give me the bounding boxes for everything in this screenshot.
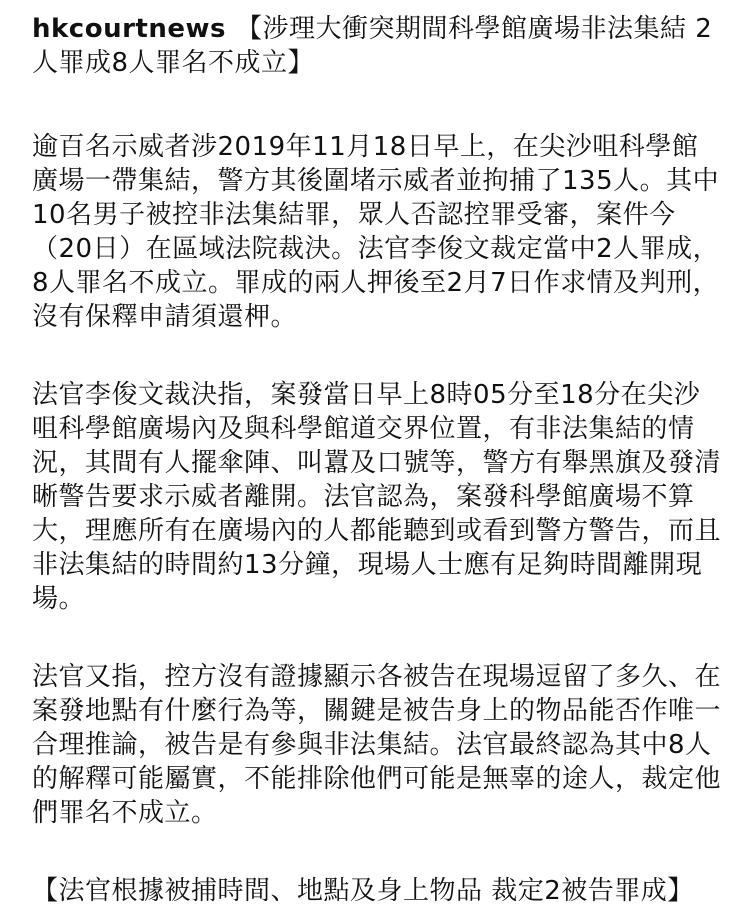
caption-paragraph: 法官又指，控方沒有證據顯示各被告在現場逗留了多久、在案發地點有什麼行為等，關鍵是被告身上的物品能否作唯一合理推論，被告是有參與非法集結。法官最終認為其中8人的解釋可能屬實，不能排除他們可能是無辜的途人，裁定他們罪名不成立。 bbox=[32, 662, 722, 828]
username-link[interactable]: hkcourtnews bbox=[32, 14, 226, 44]
post-headline: 【涉理大衝突期間科學館廣場非法集結 2人罪成8人罪名不成立】 bbox=[32, 14, 713, 78]
caption-paragraph: 【法官根據被捕時間、地點及身上物品 裁定2被告罪成】 bbox=[32, 876, 694, 906]
caption-paragraph: 逾百名示威者涉2019年11月18日早上，在尖沙咀科學館廣場一帶集結，警方其後圍堵示威者並拘捕了135人。其中10名男子被控非法集結罪，眾人否認控罪受審，案件今（20日）在區域法院裁決。法官李俊文裁定當中2人罪成，8人罪名不成立。罪成的兩人押後至2月7日作求情及判刑，沒有保釋申請須還柙。 bbox=[32, 132, 720, 332]
post-caption bbox=[32, 12, 722, 908]
caption-header bbox=[32, 12, 722, 80]
caption-paragraph: 法官李俊文裁決指，案發當日早上8時05分至18分在尖沙咀科學館廣場內及與科學館道交界位置，有非法集結的情況，其間有人擺傘陣、叫囂及口號等，警方有舉黑旗及發清晰警告要求示威者離開。法官認為，案發科學館廣場不算大，理應所有在廣場內的人都能聽到或看到警方警告，而且非法集結的時間約13分鐘，現場人士應有足夠時間離開現場。 bbox=[32, 380, 722, 614]
